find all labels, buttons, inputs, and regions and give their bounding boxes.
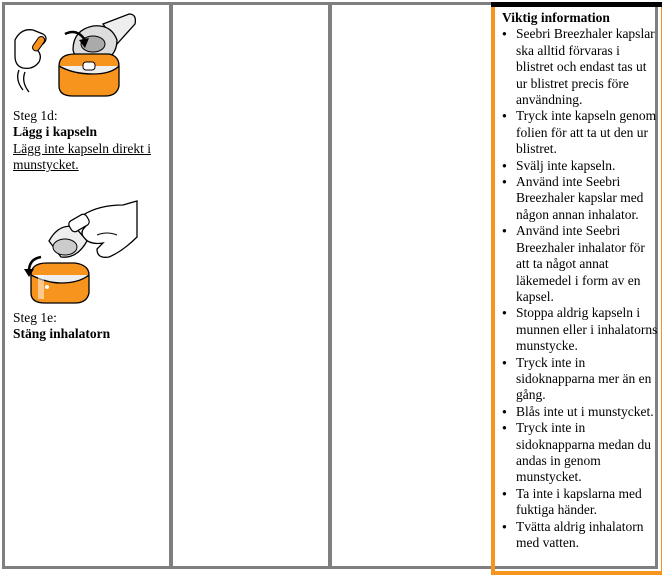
step-1e [13, 310, 171, 343]
step-label: Steg 1e: [13, 310, 57, 325]
info-item: ● Tryck inte in sidoknapparna mer än en gång. [502, 355, 658, 404]
steps-column [13, 5, 168, 566]
info-box-topbar [491, 2, 662, 7]
step-note: Lägg inte kapseln direkt i munstycket. [13, 140, 151, 173]
info-item: ● Stoppa aldrig kapseln i munnen eller i inhalatorns munstycke. [502, 305, 658, 354]
column-divider [328, 5, 332, 566]
insert-capsule-illustration [13, 10, 139, 100]
info-item: ● Svälj inte kapseln. [502, 158, 658, 174]
step-1d [13, 108, 171, 174]
info-item: ● Tryck inte in sidoknapparna medan du andas in genom munstycket. [502, 420, 658, 486]
column-divider [169, 5, 173, 566]
info-item: ● Tvätta aldrig inhalatorn med vatten. [502, 519, 658, 552]
info-list [502, 26, 658, 551]
step-label: Steg 1d: [13, 108, 58, 123]
close-inhaler-illustration [13, 195, 139, 307]
step-title: Stäng inhalatorn [13, 326, 111, 342]
info-item: ● Seebri Breezhaler kapslar ska alltid förvaras i blistret och endast tas ut ur blistret precis före användning. [502, 26, 658, 108]
info-item: ● Använd inte Seebri Breezhaler kapslar med någon annan inhalator. [502, 174, 658, 223]
info-item: ● Ta inte i kapslarna med fuktiga händer. [502, 486, 658, 519]
info-item: ● Blås inte ut i munstycket. [502, 404, 658, 420]
info-item: ● Tryck inte kapseln genom folien för att ta ut den ur blistret. [502, 108, 658, 157]
instruction-table [2, 2, 658, 569]
info-title: Viktig information [502, 10, 610, 25]
step-title: Lägg i kapseln [13, 124, 98, 140]
info-item: ● Använd inte Seebri Breezhaler inhalator för att ta något annat läkemedel i form av en kapsel. [502, 223, 658, 305]
important-info-box [491, 2, 662, 575]
